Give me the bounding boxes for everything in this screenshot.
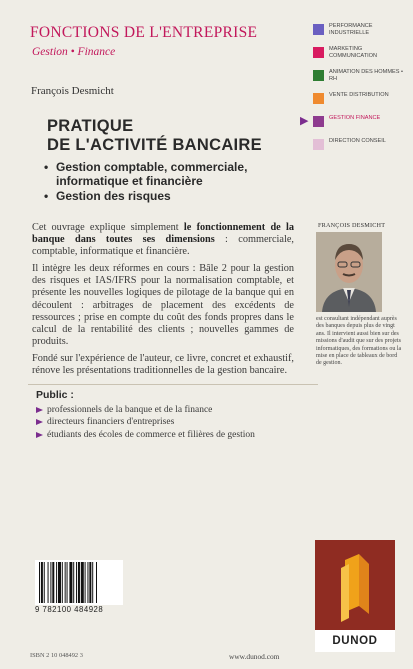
barcode-bar (96, 562, 97, 603)
barcode-bar (73, 562, 74, 603)
barcode-bar (78, 562, 80, 603)
legend-label: PERFORMANCE INDUSTRIELLE (329, 23, 373, 36)
barcode-bar (67, 562, 68, 603)
publisher-name: DUNOD (315, 630, 395, 652)
author-photo (316, 232, 382, 312)
author-name: François Desmicht (31, 85, 114, 97)
legend-label: VENTE DISTRIBUTION (329, 92, 389, 98)
barcode-bar (69, 562, 72, 603)
barcode (35, 560, 123, 605)
public-item: professionnels de la banque et de la finance (36, 404, 326, 416)
author-bio: est consultant indépendant auprès des banques depuis plus de vingt ans. Il intervient aussi bien sur des missions d'audit que sur des projets informatiques, des formations ou la mise en place de tableaux de bord de gestion. (316, 316, 402, 367)
series-subtitle: Gestion • Finance (32, 46, 116, 58)
barcode-bar (58, 562, 61, 603)
topic-bullets (44, 160, 294, 204)
barcode-bar (41, 562, 43, 603)
barcode-bar (81, 562, 84, 603)
barcode-icon (35, 560, 123, 605)
active-arrow-icon: ▶ (300, 115, 309, 127)
book-title (47, 117, 277, 155)
barcode-bar (56, 562, 57, 603)
barcode-number: 9 782100 484928 (35, 605, 104, 614)
legend-item-direction (313, 138, 409, 161)
publisher-book-icon (315, 540, 395, 630)
legend-item-gestion (300, 115, 409, 138)
barcode-bar (85, 562, 86, 603)
public-item: directeurs financiers d'entreprises (36, 416, 326, 428)
public-item: étudiants des écoles de commerce et filières de gestion (36, 429, 326, 441)
isbn: ISBN 2 10 048492 3 (30, 652, 83, 659)
collection-legend (300, 23, 409, 161)
barcode-bar (52, 562, 54, 603)
barcode-bar (92, 562, 93, 603)
author-photo-caption: FRANÇOIS DESMICHT (318, 222, 386, 229)
legend-item-rh (313, 69, 409, 92)
description-p1-bold: le fonctionnement de la banque dans toutes ses dimensions (32, 222, 294, 246)
legend-swatch (313, 70, 324, 81)
legend-item-marketing (313, 46, 409, 69)
barcode-bar (65, 562, 66, 603)
legend-label: DIRECTION CONSEIL (329, 138, 386, 144)
barcode-bar (62, 562, 63, 603)
book-title-line-1: PRATIQUE (47, 117, 134, 135)
barcode-bar (50, 562, 51, 603)
legend-swatch (313, 93, 324, 104)
legend-swatch (313, 139, 324, 150)
public-label: Public : (36, 389, 74, 401)
barcode-bar (44, 562, 45, 603)
description-p1-prefix: Cet ouvrage explique simplement (32, 222, 184, 233)
barcode-bar (87, 562, 88, 603)
legend-item-vente (313, 92, 409, 115)
series-title: FONCTIONS DE L'ENTREPRISE (30, 24, 258, 41)
description-paragraph-2: Il intègre les deux réformes en cours : Bâle 2 pour la gestion des risques et IAS/IFRS pour la normalisation comptable, et présente les nouvelles logiques de pilotage de la banque qui en découlent : arbitrages de placement des excédents de ressources ; prise en compte du coût des fonds propres dans le calcul de la rentabilité des clients ; nouvelles gammes de produits. (32, 263, 294, 347)
legend-swatch (313, 116, 324, 127)
public-list (36, 404, 326, 441)
barcode-bar (39, 562, 40, 603)
description-p1-suffix: : commerciale, comptable, informatique et financière. (32, 234, 294, 258)
legend-item-performance (313, 23, 409, 46)
legend-label: GESTION FINANCE (329, 115, 381, 121)
publisher-logo (315, 540, 395, 630)
publisher-url: www.dunod.com (229, 652, 280, 661)
legend-swatch (313, 24, 324, 35)
barcode-bar (76, 562, 77, 603)
book-title-line-2: DE L'ACTIVITÉ BANCAIRE (47, 136, 262, 154)
barcode-bar (89, 562, 91, 603)
legend-label: MARKETING COMMUNICATION (329, 46, 378, 59)
author-portrait-icon (316, 232, 382, 312)
topic-bullet: • Gestion comptable, commerciale, informatique et financière (44, 160, 294, 188)
topic-bullet: • Gestion des risques (44, 189, 294, 203)
description-paragraph-1 (32, 222, 294, 258)
legend-label: ANIMATION DES HOMMES • RH (329, 69, 403, 82)
description-paragraph-3: Fondé sur l'expérience de l'auteur, ce livre, concret et exhaustif, rénove les présentations traditionnelles de la gestion bancaire. (32, 352, 294, 377)
description (32, 222, 294, 382)
barcode-bar (48, 562, 49, 603)
legend-swatch (313, 47, 324, 58)
